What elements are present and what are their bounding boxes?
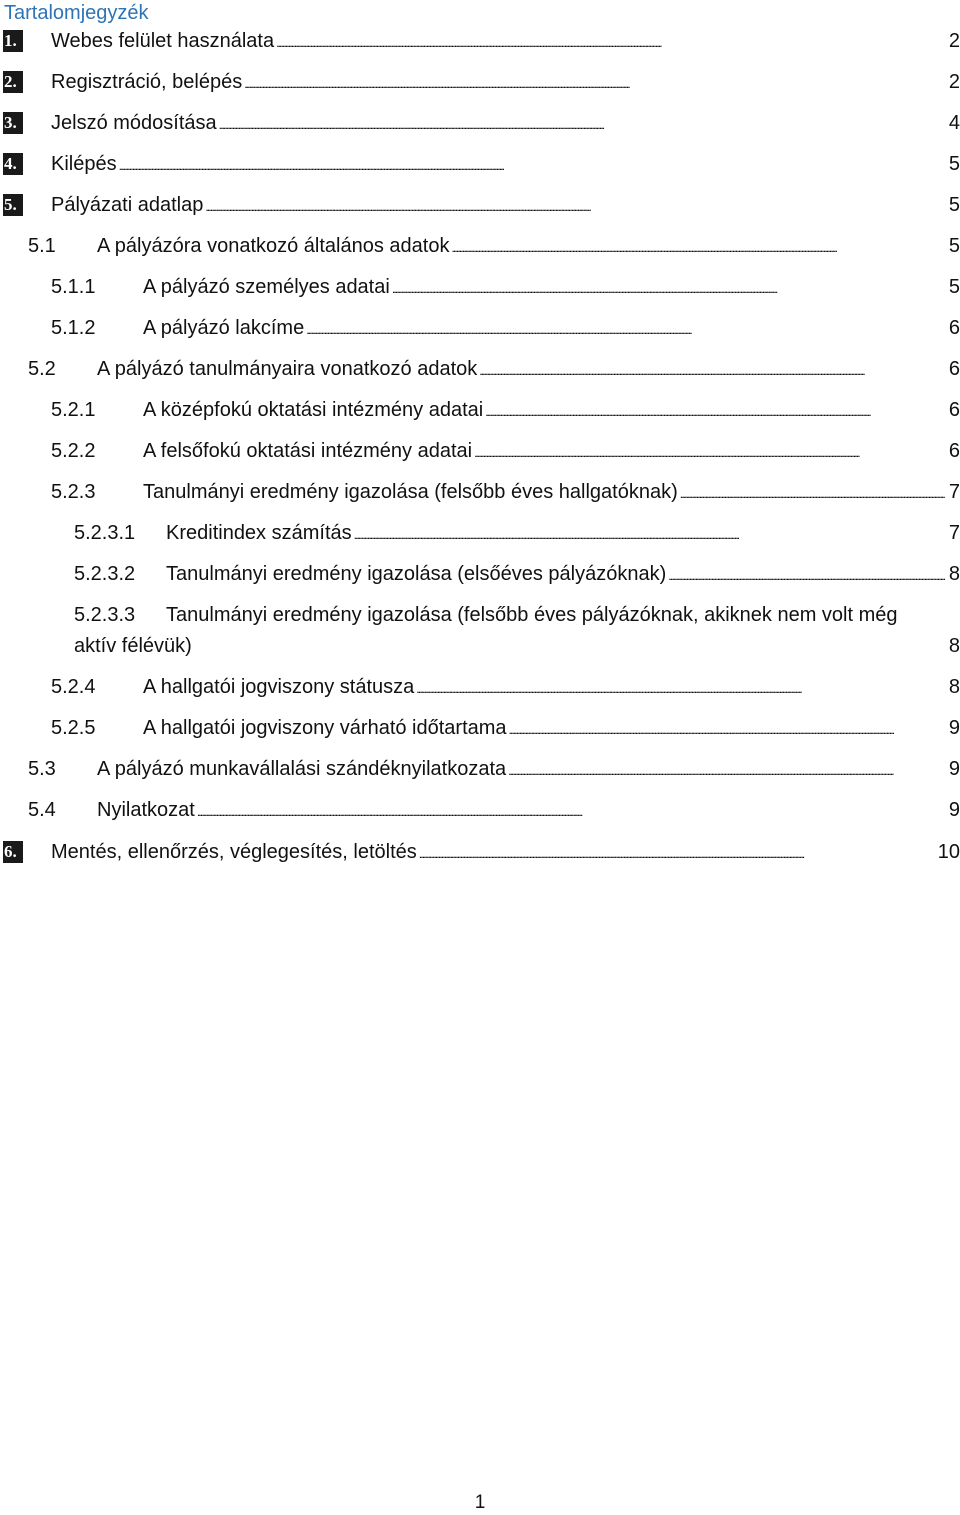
toc-entry[interactable] [0,396,960,424]
toc-entry-label: Mentés, ellenőrzés, véglegesítés, letöltés [51,841,417,863]
toc-entry-number: 5.2.4 [51,676,96,698]
toc-entry-number: 5.2.2 [51,440,96,462]
toc-leader [680,478,945,508]
toc-leader [392,273,945,303]
toc-entry-page: 4 [948,112,960,134]
toc-leader [197,796,945,826]
toc-entry-page: 7 [948,522,960,544]
toc-entry-page: 9 [948,717,960,739]
toc-entry[interactable] [0,437,960,465]
toc-entry-number: 5.2.1 [51,399,96,421]
toc-entry-page: 5 [948,235,960,257]
toc-entry-number: 5.1 [28,235,56,257]
toc-entry-page: 6 [948,317,960,339]
toc-entry-page: 7 [948,481,960,503]
toc-entry-number: 5.2.3.1 [74,522,136,544]
toc-entry-page: 8 [948,676,960,698]
toc-entry[interactable] [0,601,960,661]
toc-entry-label: A felsőfokú oktatási intézmény adatai [143,440,473,462]
toc-entry[interactable] [0,109,960,137]
toc-entry-page: 5 [948,276,960,298]
toc-entry-number: 6. [3,841,23,863]
toc-entry[interactable] [0,519,960,547]
toc-entry-number: 3. [3,112,23,134]
toc-entry-number: 5.2 [28,358,56,380]
toc-entry-number: 5.2.3.3 [74,604,136,626]
toc-entry[interactable] [0,673,960,701]
toc-leader [668,560,945,590]
toc-entry[interactable] [0,27,960,55]
toc-leader [419,838,935,868]
toc-entry[interactable] [0,68,960,96]
toc-leader [416,673,945,703]
toc-entry-number: 5.2.5 [51,717,96,739]
toc-entry-number: 5.3 [28,758,56,780]
toc-entry-label: A pályázó tanulmányaira vonatkozó adatok [97,358,478,380]
toc-entry-label: Tanulmányi eredmény igazolása (felsőbb éves hallgatóknak) [143,481,678,503]
toc-title: Tartalomjegyzék [4,2,149,24]
toc-entry[interactable] [0,273,960,301]
toc-leader [474,437,945,467]
toc-entry-number: 2. [3,71,23,93]
toc-entry[interactable] [0,314,960,342]
toc-leader [244,68,945,98]
toc-entry-label: Tanulmányi eredmény igazolása (elsőéves pályázóknak) [166,563,667,585]
toc-entry-label: Kreditindex számítás [166,522,352,544]
toc-entry-number: 5.2.3 [51,481,96,503]
toc-entry-label: A pályázóra vonatkozó általános adatok [97,235,450,257]
toc-entry[interactable] [0,232,960,260]
toc-entry-number: 5.1.2 [51,317,96,339]
toc-leader [119,150,945,180]
toc-entry[interactable] [0,478,960,506]
toc-entry-page: 6 [948,399,960,421]
toc-leader [485,396,945,426]
toc-entry-label: A hallgatói jogviszony várható időtartama [143,717,507,739]
toc-entry-page: 9 [948,758,960,780]
toc-entry-page: 9 [948,799,960,821]
toc-entry-page: 10 [937,841,960,863]
toc-entry-page: 2 [948,30,960,52]
toc-entry-label: A középfokú oktatási intézmény adatai [143,399,484,421]
toc-leader [276,27,945,57]
toc-entry-label: A pályázó lakcíme [143,317,305,339]
toc-entry[interactable] [0,838,960,866]
toc-entry-page: 2 [948,71,960,93]
toc-leader [219,109,945,139]
toc-entry-page: 8 [948,563,960,585]
toc-entry-number: 5.2.3.2 [74,563,136,585]
toc-leader [509,714,945,744]
toc-entry-label: Webes felület használata [51,30,275,52]
toc-entry-label: Pályázati adatlap [51,194,204,216]
toc-entry-page: 8 [948,635,960,657]
toc-entry-label-continued: aktív félévük) [74,635,192,657]
toc-leader [451,232,945,262]
toc-entry-label: A hallgatói jogviszony státusza [143,676,415,698]
toc-entry-label: A pályázó személyes adatai [143,276,390,298]
toc-entry[interactable] [0,150,960,178]
toc-entry-page: 5 [948,194,960,216]
toc-leader [508,755,945,785]
toc-entry-label: Tanulmányi eredmény igazolása (felsőbb éves pályázóknak, akiknek nem volt még [166,604,898,626]
toc-entry-page: 5 [948,153,960,175]
toc-entry-label: A pályázó munkavállalási szándéknyilatkozata [97,758,507,780]
toc-entry-number: 5. [3,194,23,216]
toc-entry-label: Regisztráció, belépés [51,71,243,93]
toc-entry[interactable] [0,191,960,219]
toc-entry[interactable] [0,755,960,783]
toc-leader [205,191,945,221]
toc-entry-label: Jelszó módosítása [51,112,217,134]
toc-entry[interactable] [0,560,960,588]
toc-entry[interactable] [0,714,960,742]
toc-entry-number: 5.4 [28,799,56,821]
toc-leader [354,519,945,549]
toc-entry-number: 5.1.1 [51,276,96,298]
toc-entry-label: Nyilatkozat [97,799,195,821]
toc-leader [306,314,945,344]
toc-leader [479,355,945,385]
toc-entry-label: Kilépés [51,153,117,175]
toc-entry[interactable] [0,355,960,383]
toc-entry-number: 1. [3,30,23,52]
toc-entry-page: 6 [948,358,960,380]
toc-entry[interactable] [0,796,960,824]
page-number: 1 [474,1492,486,1513]
toc-entry-page: 6 [948,440,960,462]
toc-entry-number: 4. [3,153,23,175]
